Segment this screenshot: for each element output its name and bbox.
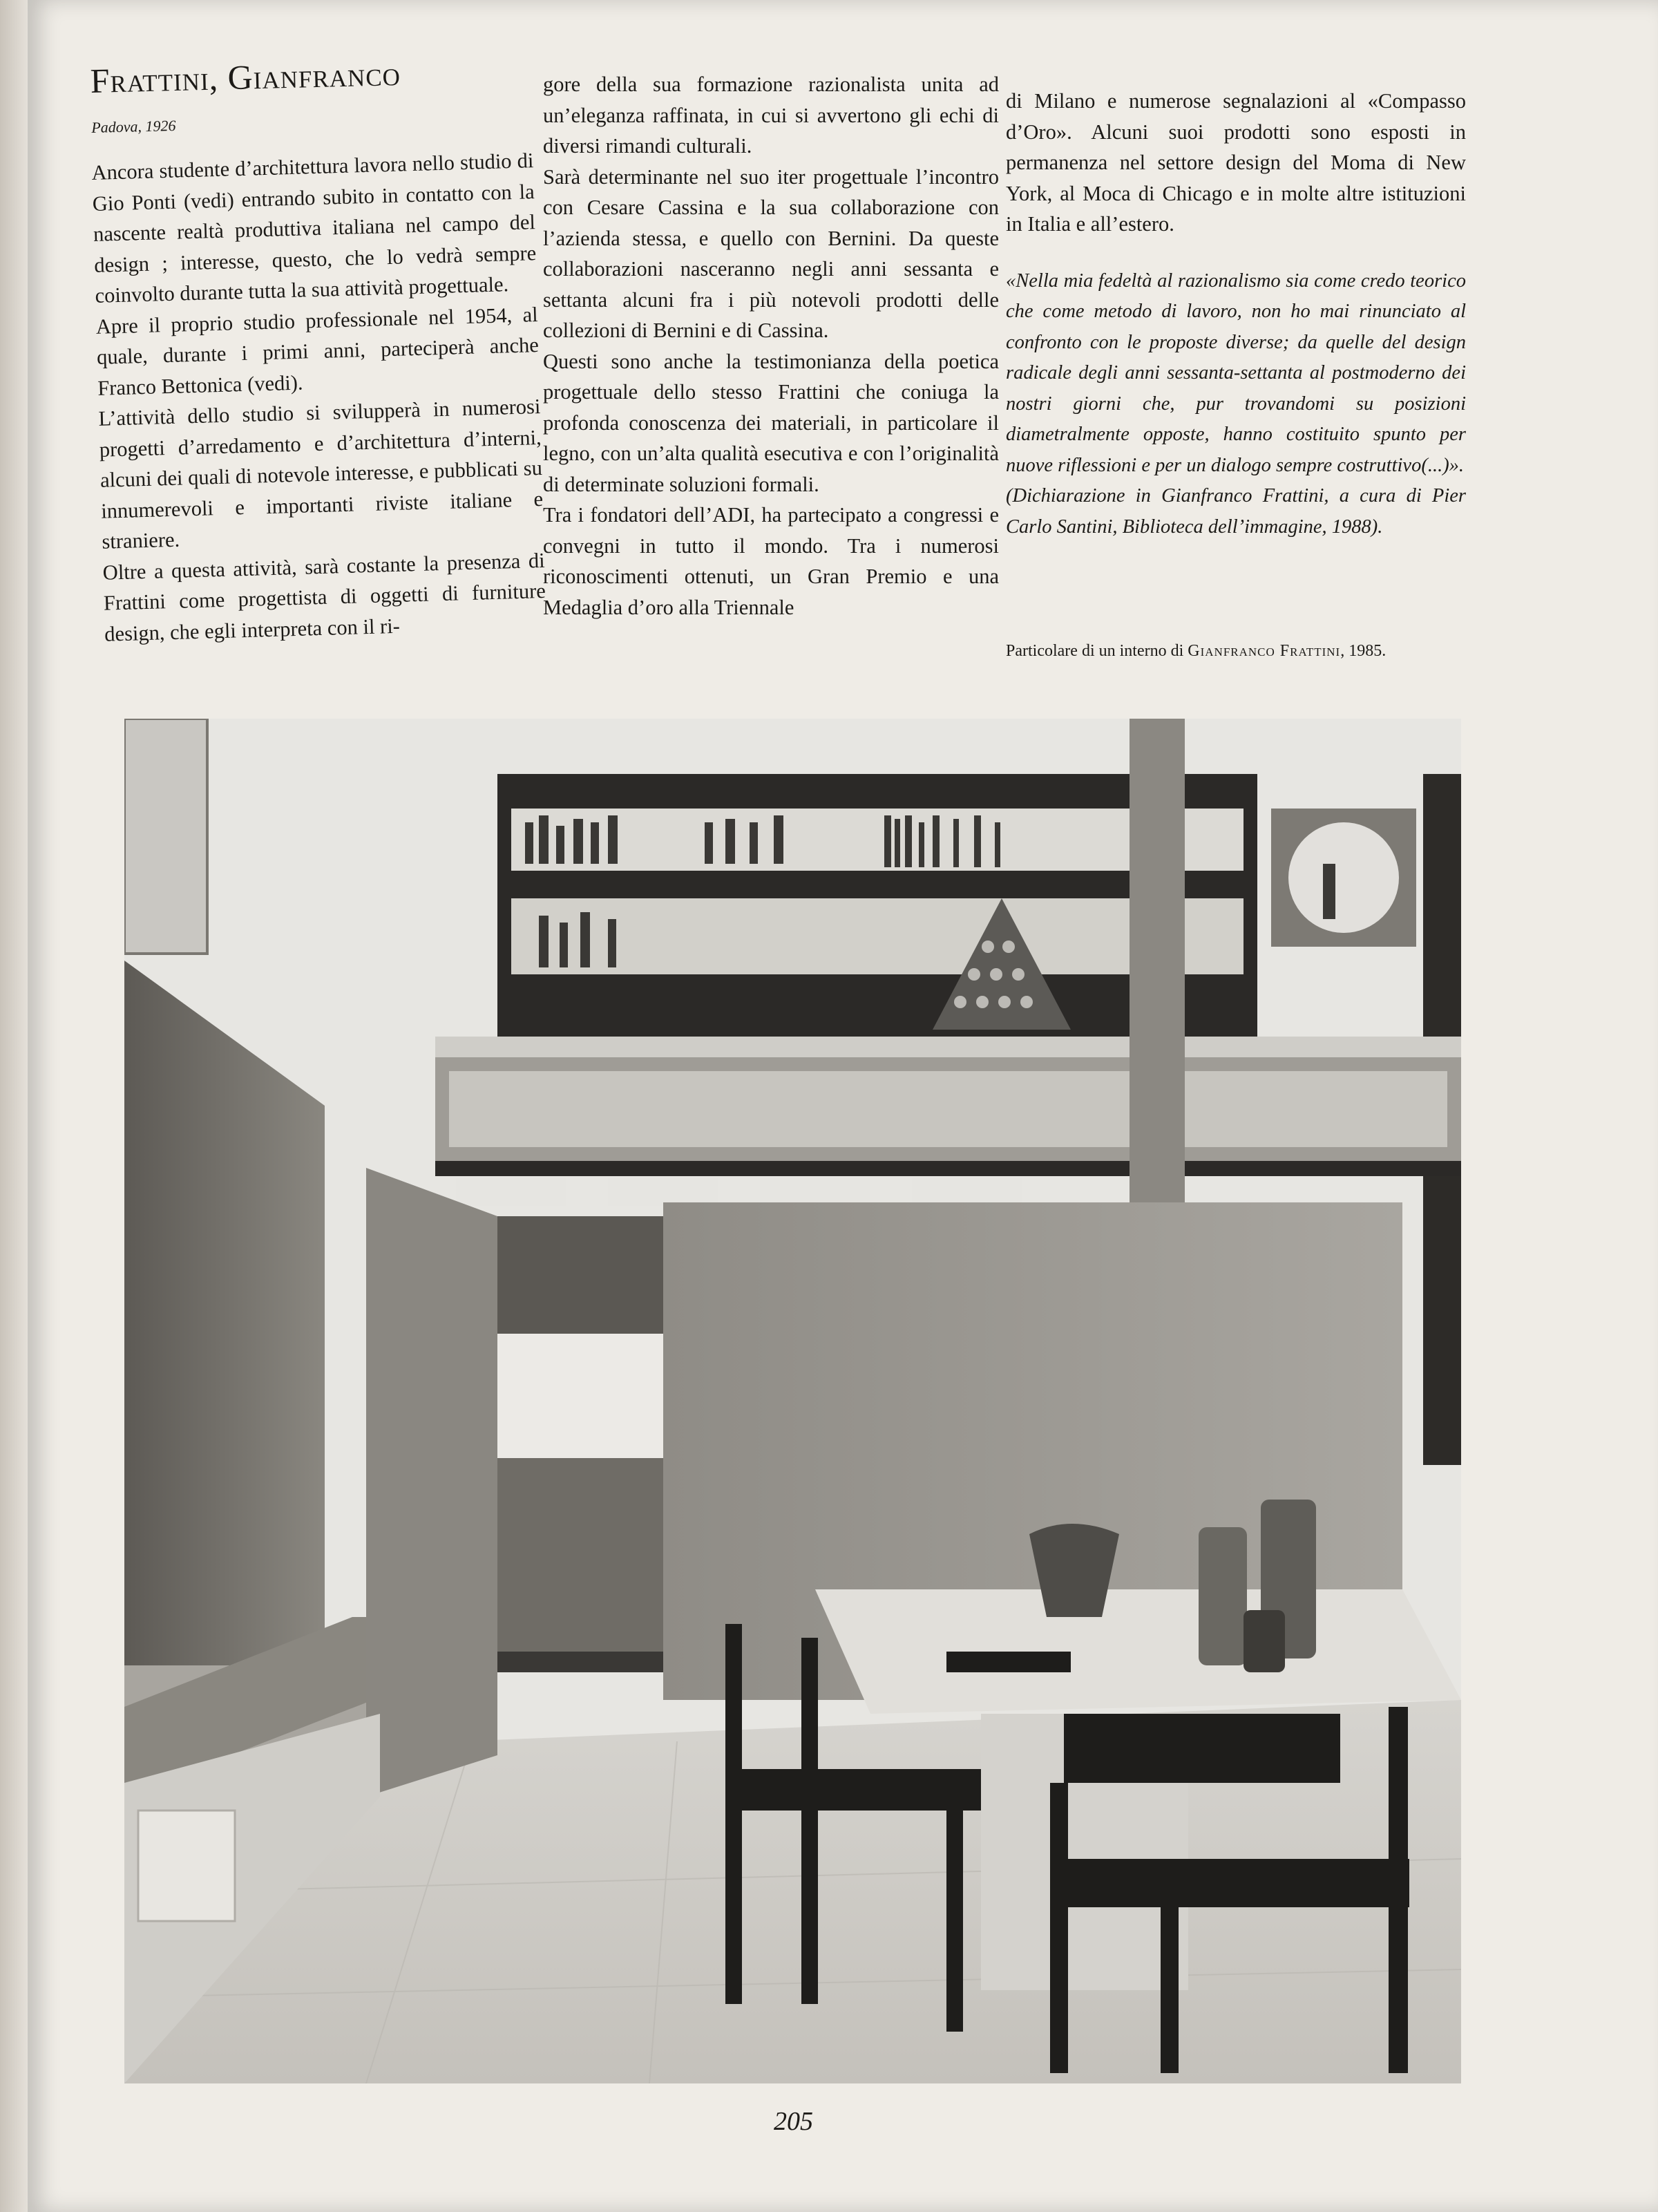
interior-photograph [124,719,1461,2083]
interior-photo-illustration [124,719,1461,2083]
author-name: Frattini, Gianfranco [90,54,401,100]
paragraph: gore della sua formazione razionalista unita ad un’eleganza raffinata, in cui si avvertono gli echi di diversi rimandi culturali. [543,73,999,158]
photo-caption [1006,639,1462,663]
paragraph: Apre il proprio studio professionale nel 1954, al quale, durante i primi anni, parteciperà anche Franco Bettonica (vedi). [95,302,540,400]
paragraph: di Milano e numerose segnalazioni al «Compasso d’Oro». Alcuni suoi prodotti sono esposti in permanenza nel settore design del Moma di New York, al Moca di Chicago e in molte altre istituzioni in Italia e all’estero. [1006,89,1466,236]
caption-prefix: Particolare di un interno di [1006,642,1184,660]
paragraph: Oltre a questa attività, sarà costante la presenza di Frattini come progettista di oggetti di furniture design, che egli interpreta con il ri- [102,548,546,646]
page-number: 205 [774,2107,813,2136]
paragraph: Sarà determinante nel suo iter progettuale l’incontro con Cesare Cassina e la sua collaborazione con l’azienda stessa, e quello con Bernini. Da queste collaborazioni nasceranno negli anni sessanta e settanta alcuni fra i più notevoli prodotti delle collezioni di Bernini e di Cassina. [543,164,999,342]
paragraph: Questi sono anche la testimonianza della poetica progettuale dello stesso Frattini che coniuga la profonda conoscenza dei materiali, in particolare il legno, con un’alta qualità esecutiva e con l’originalità di determinate soluzioni formali. [543,349,999,496]
author-origin: Padova, 1926 [91,117,176,136]
text-column-2 [543,69,999,623]
caption-name: Gianfranco Frattini [1188,642,1341,660]
text-column-1 [91,149,546,650]
designer-quote: «Nella mia fedeltà al razionalismo sia come credo teorico che come metodo di lavoro, non ho mai rinunciato al confronto con le proposte diverse; da quelle del design radicale degli anni sessanta-settanta al postmoderno dei nostri giorni che, pur trovandomi su posizioni diametralmente opposte, hanno costituito spunto per nuove riflessioni e per un dialogo sempre costruttivo(...)». [1006,270,1466,476]
paragraph: Tra i fondatori dell’ADI, ha partecipato a congressi e convegni in tutto il mondo. Tra i numerosi riconoscimenti ottenuti, un Gran Premio e una Medaglia d’oro alla Triennale [543,503,999,619]
paragraph: Ancora studente d’architettura lavora nello studio di Gio Ponti (vedi) entrando subito in contatto con la nascente realtà produttiva italiana nel campo del design ; interesse, questo, che lo vedrà sempre coinvolto durante tutta la sua attività progettuale. [91,149,537,308]
quote-source: (Dichiarazione in Gianfranco Frattini, a cura di Pier Carlo Santini, Biblioteca dell’immagine, 1988). [1006,485,1466,538]
caption-year: , 1985. [1340,642,1387,660]
text-column-3 [1006,86,1466,542]
paragraph: L’attività dello studio si svilupperà in numerosi progetti d’arredamento e d’architettura d’interni, alcuni dei quali di notevole interesse, e pubblicati su innumerevoli e importanti riviste italiane e straniere. [98,394,544,554]
